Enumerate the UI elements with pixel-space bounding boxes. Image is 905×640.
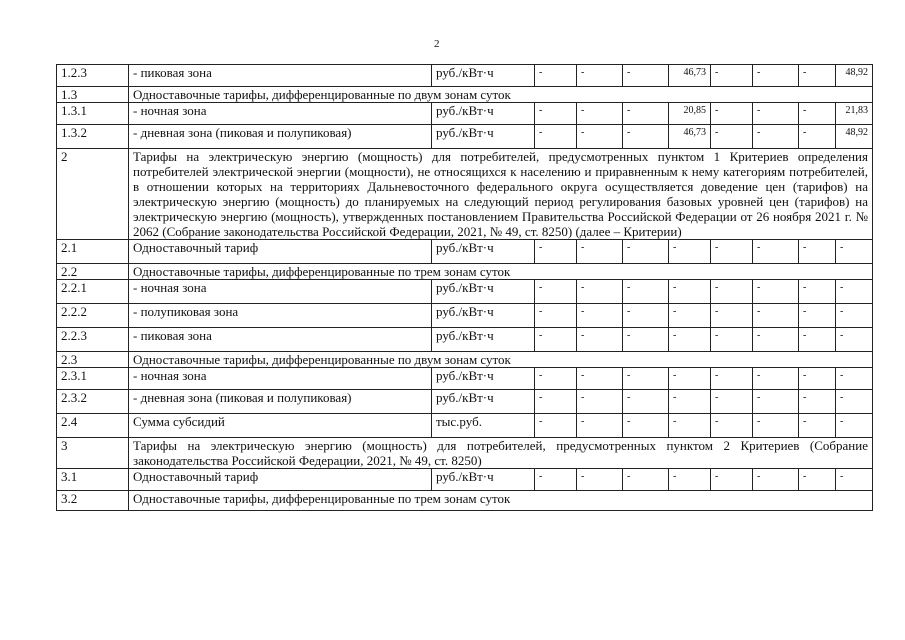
tariff-value: - (577, 390, 623, 414)
tariff-value: - (799, 368, 836, 390)
tariff-value: - (799, 414, 836, 438)
tariff-value: - (836, 280, 873, 304)
tariff-unit: руб./кВт·ч (432, 103, 535, 125)
row-number: 1.2.3 (57, 65, 129, 87)
tariff-name: - дневная зона (пиковая и полупиковая) (129, 125, 432, 149)
table-row (57, 328, 873, 352)
tariff-unit: руб./кВт·ч (432, 240, 535, 264)
tariff-table (56, 64, 873, 511)
tariff-name: - ночная зона (129, 280, 432, 304)
tariff-value: - (577, 469, 623, 491)
tariff-value: - (535, 65, 577, 87)
tariff-unit: руб./кВт·ч (432, 125, 535, 149)
tariff-value: - (669, 414, 711, 438)
tariff-value: - (535, 125, 577, 149)
tariff-value: - (623, 103, 669, 125)
row-number: 2.3.2 (57, 390, 129, 414)
tariff-value: - (753, 125, 799, 149)
tariff-value: - (577, 280, 623, 304)
tariff-value: 20,85 (669, 103, 711, 125)
row-number: 2.2.3 (57, 328, 129, 352)
tariff-value: - (535, 280, 577, 304)
row-number: 2 (57, 149, 129, 240)
tariff-value: 46,73 (669, 125, 711, 149)
tariff-value: - (753, 304, 799, 328)
tariff-value: - (753, 240, 799, 264)
tariff-value: - (753, 65, 799, 87)
table-row (57, 304, 873, 328)
page-number: 2 (434, 38, 440, 50)
table-row (57, 240, 873, 264)
tariff-unit: тыс.руб. (432, 414, 535, 438)
section-description: Тарифы на электрическую энергию (мощность) для потребителей, предусмотренных пунктом 1 Критериев определения потребителей электрической энергии (мощности), не относящихся к населению и приравненным к нему категориям потребителей, в отношении которых на территориях Дальневосточного федерального округа осуществляется доведение цен (тарифов) на электрическую энергию (мощность) до планируемых на следующий период регулирования базовых уровней цен (тарифов) на электрическую энергию (мощность), утвержденных постановлением Правительства Российской Федерации от 26 ноября 2021 г. № 2062 (Собрание законодательства Российской Федерации, 2021, № 49, ст. 8250) (далее – Критерии) (129, 149, 873, 240)
tariff-value: - (836, 469, 873, 491)
tariff-value: - (669, 368, 711, 390)
tariff-value: - (799, 125, 836, 149)
tariff-unit: руб./кВт·ч (432, 368, 535, 390)
section-row (57, 87, 873, 103)
tariff-value: - (623, 65, 669, 87)
row-number: 2.2 (57, 264, 129, 280)
tariff-value: - (669, 304, 711, 328)
tariff-unit: руб./кВт·ч (432, 280, 535, 304)
tariff-value: - (753, 328, 799, 352)
tariff-name: - ночная зона (129, 368, 432, 390)
tariff-value: - (711, 414, 753, 438)
tariff-value: - (577, 125, 623, 149)
tariff-value: - (711, 328, 753, 352)
tariff-value: - (623, 368, 669, 390)
table-row (57, 280, 873, 304)
tariff-value: - (711, 368, 753, 390)
tariff-unit: руб./кВт·ч (432, 304, 535, 328)
tariff-value: - (669, 240, 711, 264)
tariff-value: - (711, 103, 753, 125)
row-number: 2.2.2 (57, 304, 129, 328)
tariff-value: - (577, 240, 623, 264)
tariff-value: - (799, 280, 836, 304)
row-number: 1.3.2 (57, 125, 129, 149)
table-row (57, 368, 873, 390)
tariff-value: - (711, 280, 753, 304)
section-row (57, 491, 873, 511)
tariff-value: - (753, 280, 799, 304)
tariff-name: Одноставочный тариф (129, 240, 432, 264)
row-number: 2.3 (57, 352, 129, 368)
section-title: Одноставочные тарифы, дифференцированные по трем зонам суток (129, 264, 873, 280)
table-row (57, 414, 873, 438)
tariff-value: - (577, 304, 623, 328)
tariff-value: - (669, 280, 711, 304)
tariff-value: - (836, 328, 873, 352)
tariff-value: - (799, 103, 836, 125)
tariff-value: - (577, 103, 623, 125)
tariff-value: 46,73 (669, 65, 711, 87)
tariff-value: - (753, 368, 799, 390)
section-title: Одноставочные тарифы, дифференцированные по трем зонам суток (129, 491, 873, 511)
tariff-name: Сумма субсидий (129, 414, 432, 438)
tariff-value: - (711, 469, 753, 491)
tariff-value: - (535, 240, 577, 264)
tariff-value: - (623, 328, 669, 352)
row-number: 2.3.1 (57, 368, 129, 390)
section-description: Тарифы на электрическую энергию (мощность) для потребителей, предусмотренных пунктом 2 Критериев (Собрание законодательства Российской Федерации, 2021, № 49, ст. 8250) (129, 438, 873, 469)
row-number: 2.1 (57, 240, 129, 264)
table-row (57, 390, 873, 414)
tariff-name: - дневная зона (пиковая и полупиковая) (129, 390, 432, 414)
tariff-value: - (753, 414, 799, 438)
tariff-name: - ночная зона (129, 103, 432, 125)
tariff-value: - (836, 368, 873, 390)
tariff-value: - (836, 390, 873, 414)
tariff-value: - (799, 240, 836, 264)
tariff-value: - (711, 240, 753, 264)
tariff-value: - (711, 304, 753, 328)
tariff-value: - (535, 414, 577, 438)
table-row (57, 103, 873, 125)
tariff-name: Одноставочный тариф (129, 469, 432, 491)
tariff-value: - (623, 240, 669, 264)
tariff-value: - (669, 328, 711, 352)
tariff-value: - (711, 65, 753, 87)
table-row (57, 469, 873, 491)
tariff-name: - полупиковая зона (129, 304, 432, 328)
tariff-unit: руб./кВт·ч (432, 469, 535, 491)
tariff-value: - (753, 390, 799, 414)
section-row (57, 352, 873, 368)
tariff-value: - (669, 390, 711, 414)
tariff-value: - (836, 304, 873, 328)
tariff-value: - (577, 414, 623, 438)
tariff-value: - (623, 414, 669, 438)
table-row (57, 65, 873, 87)
tariff-unit: руб./кВт·ч (432, 390, 535, 414)
tariff-value: - (623, 390, 669, 414)
tariff-value: 48,92 (836, 125, 873, 149)
tariff-value: - (753, 103, 799, 125)
tariff-unit: руб./кВт·ч (432, 65, 535, 87)
tariff-unit: руб./кВт·ч (432, 328, 535, 352)
tariff-name: - пиковая зона (129, 65, 432, 87)
tariff-value: - (669, 469, 711, 491)
row-number: 1.3 (57, 87, 129, 103)
tariff-value: - (535, 304, 577, 328)
tariff-value: - (711, 125, 753, 149)
section-title: Одноставочные тарифы, дифференцированные по двум зонам суток (129, 352, 873, 368)
tariff-value: - (799, 304, 836, 328)
tariff-value: - (711, 390, 753, 414)
section-title: Одноставочные тарифы, дифференцированные по двум зонам суток (129, 87, 873, 103)
tariff-value: 21,83 (836, 103, 873, 125)
tariff-value: - (577, 368, 623, 390)
tariff-value: - (753, 469, 799, 491)
section-row (57, 264, 873, 280)
tariff-value: - (535, 368, 577, 390)
paragraph-row (57, 438, 873, 469)
tariff-value: - (836, 240, 873, 264)
tariff-value: - (535, 328, 577, 352)
tariff-value: - (535, 103, 577, 125)
table-row (57, 125, 873, 149)
tariff-value: - (799, 390, 836, 414)
tariff-value: - (623, 125, 669, 149)
tariff-value: - (535, 469, 577, 491)
row-number: 3.2 (57, 491, 129, 511)
tariff-value: - (623, 469, 669, 491)
row-number: 1.3.1 (57, 103, 129, 125)
tariff-value: - (577, 328, 623, 352)
tariff-value: 48,92 (836, 65, 873, 87)
row-number: 2.2.1 (57, 280, 129, 304)
row-number: 3.1 (57, 469, 129, 491)
tariff-value: - (799, 65, 836, 87)
tariff-value: - (836, 414, 873, 438)
row-number: 2.4 (57, 414, 129, 438)
paragraph-row (57, 149, 873, 240)
tariff-value: - (623, 280, 669, 304)
tariff-value: - (799, 469, 836, 491)
tariff-value: - (623, 304, 669, 328)
tariff-value: - (799, 328, 836, 352)
tariff-value: - (577, 65, 623, 87)
row-number: 3 (57, 438, 129, 469)
tariff-name: - пиковая зона (129, 328, 432, 352)
tariff-value: - (535, 390, 577, 414)
